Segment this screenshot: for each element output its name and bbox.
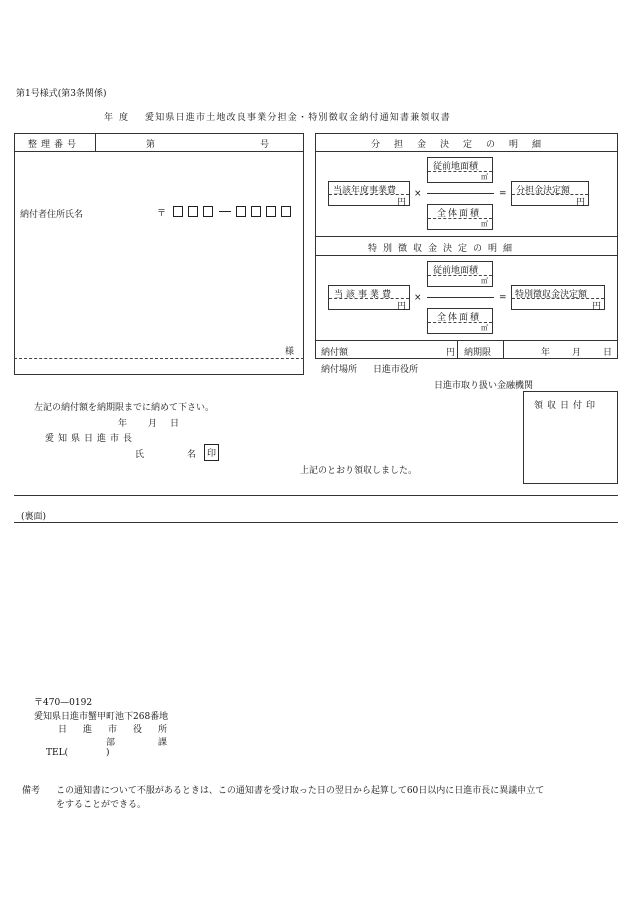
kigen-nen: 年 <box>541 348 551 358</box>
remarks-label: 備考 <box>22 786 41 796</box>
s1-times: × <box>414 189 422 199</box>
s1-yen: 円 <box>397 198 407 208</box>
dai-label: 第 <box>146 140 156 150</box>
left-dashed-line <box>14 358 304 359</box>
payment-place-2: 日進市取り扱い金融機関 <box>434 381 534 391</box>
s1-total-area-label: 全体面積 <box>437 209 482 219</box>
s2-yen: 円 <box>397 302 407 312</box>
left-header-line <box>14 151 304 152</box>
s2-prev-sqm: ㎡ <box>481 277 488 285</box>
left-header-divider <box>95 133 96 151</box>
postal-box-3 <box>203 206 213 217</box>
seiri-bango-label: 整理番号 <box>28 140 81 150</box>
postal-box-2 <box>188 206 198 217</box>
remarks-line1: この通知書について不服があるときは、この通知書を受け取った日の翌日から起算して60日以内に日進市長に異議申立て <box>56 786 545 796</box>
separator-line-2 <box>14 522 618 523</box>
receipt-stamp-label: 領収日付印 <box>534 401 600 411</box>
section2-title: 特別徴収金決定の明細 <box>368 244 519 254</box>
nofu-gaku-yen: 円 <box>446 348 456 358</box>
postal-box-5 <box>251 206 261 217</box>
s2-result-label: 特別徴収金決定額 <box>515 290 588 300</box>
section1-header-line <box>315 151 618 152</box>
payment-row-line <box>315 340 618 341</box>
postal-dash <box>219 211 231 212</box>
left-panel <box>14 133 304 375</box>
s2-prev-area-label: 従前地面積 <box>433 266 479 276</box>
postal-box-6 <box>266 206 276 217</box>
mei-label: 名 <box>187 450 197 460</box>
s1-equals: = <box>499 189 507 199</box>
postal-box-7 <box>281 206 291 217</box>
shi-label: 氏 <box>135 450 145 460</box>
s2-fraction-bar <box>427 297 494 298</box>
nofu-kigen-label: 納期限 <box>464 348 492 358</box>
s2-result-dash <box>512 298 604 299</box>
s1-total-sqm: ㎡ <box>481 220 488 228</box>
payment-divider-1 <box>457 340 458 359</box>
s1-result-label: 分担金決定額 <box>516 186 571 196</box>
remarks-line2: をすることができる。 <box>56 800 147 810</box>
s2-result-yen: 円 <box>592 302 602 312</box>
address-postal: 〒470—0192 <box>34 698 93 708</box>
s2-times: × <box>414 293 422 303</box>
back-label: (裏面) <box>21 512 47 522</box>
postal-box-4 <box>236 206 246 217</box>
payment-place-label: 納付場所 <box>321 365 358 375</box>
year-label: 年度 <box>104 113 135 123</box>
notice-tsuki: 月 <box>148 419 158 429</box>
address-tel-close: ) <box>106 748 110 758</box>
notice-hi: 日 <box>170 419 180 429</box>
postal-box-1 <box>173 206 183 217</box>
postal-mark: 〒 <box>157 209 167 219</box>
address-tel: TEL( <box>46 748 69 758</box>
document-title: 愛知県日進市土地改良事業分担金・特別徴収金納付通知書兼領収書 <box>145 113 452 123</box>
kigen-tsuki: 月 <box>572 348 582 358</box>
s1-prev-area-label: 従前地面積 <box>433 162 479 172</box>
go-label: 号 <box>260 140 270 150</box>
address-office: 日進市役所 <box>58 725 184 735</box>
payment-divider-2 <box>503 340 504 359</box>
nofu-gaku-label: 納付額 <box>321 348 349 358</box>
kigen-hi: 日 <box>603 348 613 358</box>
address-line1: 愛知県日進市蟹甲町池下268番地 <box>34 712 169 722</box>
seal-mark: 印 <box>204 444 219 461</box>
s2-total-area-label: 全体面積 <box>437 313 482 323</box>
s2-project-cost-label: 当該事業費 <box>334 290 395 300</box>
address-bu: 部 <box>106 738 116 748</box>
s2-equals: = <box>499 293 507 303</box>
s1-prev-sqm: ㎡ <box>481 173 488 181</box>
address-ka: 課 <box>158 738 168 748</box>
separator-line-1 <box>14 495 618 496</box>
s2-total-sqm: ㎡ <box>481 324 488 332</box>
received-text: 上記のとおり領収しました。 <box>300 466 418 476</box>
s1-fraction-bar <box>427 193 494 194</box>
payment-place-1: 日進市役所 <box>373 365 419 375</box>
notice-line: 左記の納付額を納期限までに納めて下さい。 <box>34 403 215 413</box>
section2-top-line <box>315 236 618 237</box>
section1-title: 分担金決定の明細 <box>371 140 556 150</box>
notice-nen: 年 <box>118 419 128 429</box>
section2-header-line <box>315 255 618 256</box>
form-number: 第1号様式(第3条関係) <box>16 89 107 99</box>
mayor-label: 愛知県日進市長 <box>45 434 137 444</box>
payer-address-label: 納付者住所氏名 <box>20 210 84 220</box>
s1-result-yen: 円 <box>576 198 586 208</box>
s1-project-cost-label: 当該年度事業費 <box>333 186 397 196</box>
sama-label: 様 <box>285 347 295 357</box>
